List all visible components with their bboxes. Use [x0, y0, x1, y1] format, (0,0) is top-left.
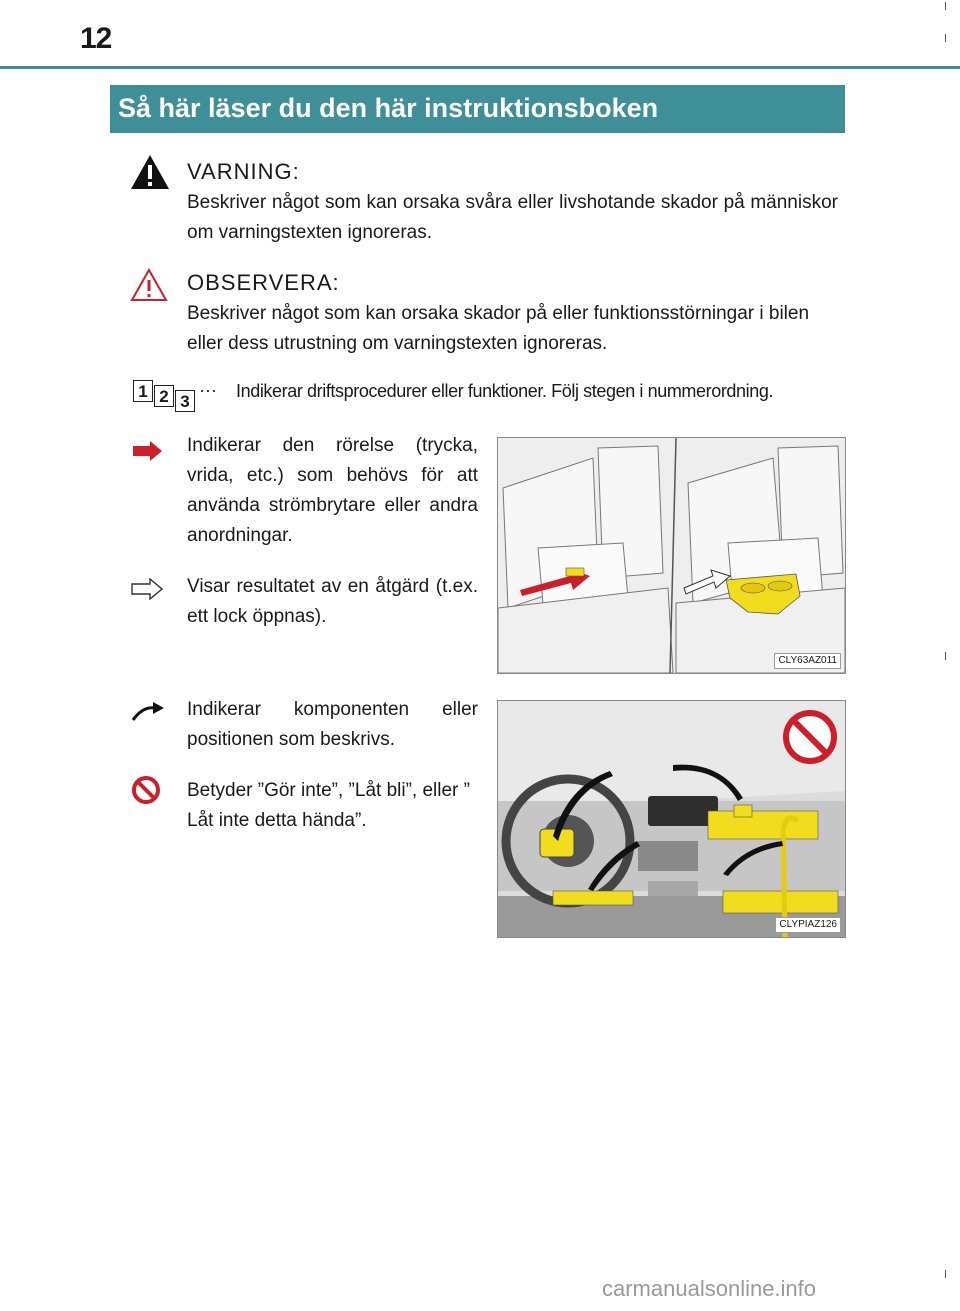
step-number: 1 [133, 380, 153, 402]
numbered-steps-icon [133, 380, 203, 412]
result-text: Visar resultatet av en åtgärd (t.ex. ett lock öppnas). [187, 576, 478, 627]
notice-text: Beskriver något som kan orsaka skador på eller funktionsstörningar i bilen eller dess utrustning om varningstexten ignoreras. [187, 303, 810, 354]
steps-ellipsis: ··· [199, 380, 217, 400]
dashboard-drawing [498, 701, 845, 937]
warning-title: VARNING: [187, 159, 300, 184]
crop-mark [945, 2, 946, 10]
warning-triangle-icon [130, 154, 170, 190]
prohibition-icon [131, 775, 161, 805]
crop-mark [945, 1270, 946, 1278]
illustration-code: CLYPIAZ126 [775, 917, 841, 933]
seat-illustration [497, 437, 846, 674]
action-text: Indikerar den rörelse (trycka, vrida, etc.) som behövs för att använda strömbrytare eller andra anordningar. [187, 435, 478, 546]
step-number: 3 [175, 390, 195, 412]
dashboard-illustration [497, 700, 846, 938]
component-text: Indikerar komponenten eller positionen som beskrivs. [187, 699, 478, 750]
step-number: 2 [154, 385, 174, 407]
seat-drawing [498, 438, 845, 673]
outline-arrow-icon [131, 578, 163, 600]
section-title: Så här läser du den här instruktionsboken [110, 85, 845, 133]
solid-arrow-icon [133, 441, 163, 461]
footer-watermark: carmanualsonline.info [602, 1276, 817, 1301]
page-number: 12 [80, 22, 112, 55]
steps-text: Indikerar driftsprocedurer eller funktioner. Följ stegen i nummerordning. [236, 381, 774, 401]
notice-title: OBSERVERA: [187, 270, 340, 295]
curved-pointer-icon [131, 700, 165, 722]
caution-triangle-outline-icon [130, 268, 168, 302]
crop-mark [945, 652, 946, 660]
crop-mark [945, 34, 946, 42]
warning-text: Beskriver något som kan orsaka svåra eller livshotande skador på människor om varningstexten ignoreras. [187, 192, 838, 243]
top-rule [0, 66, 960, 69]
illustration-code: CLY63AZ011 [774, 653, 841, 669]
prohibited-text: Betyder ”Gör inte”, ”Låt bli”, eller ” Låt inte detta hända”. [187, 780, 470, 831]
